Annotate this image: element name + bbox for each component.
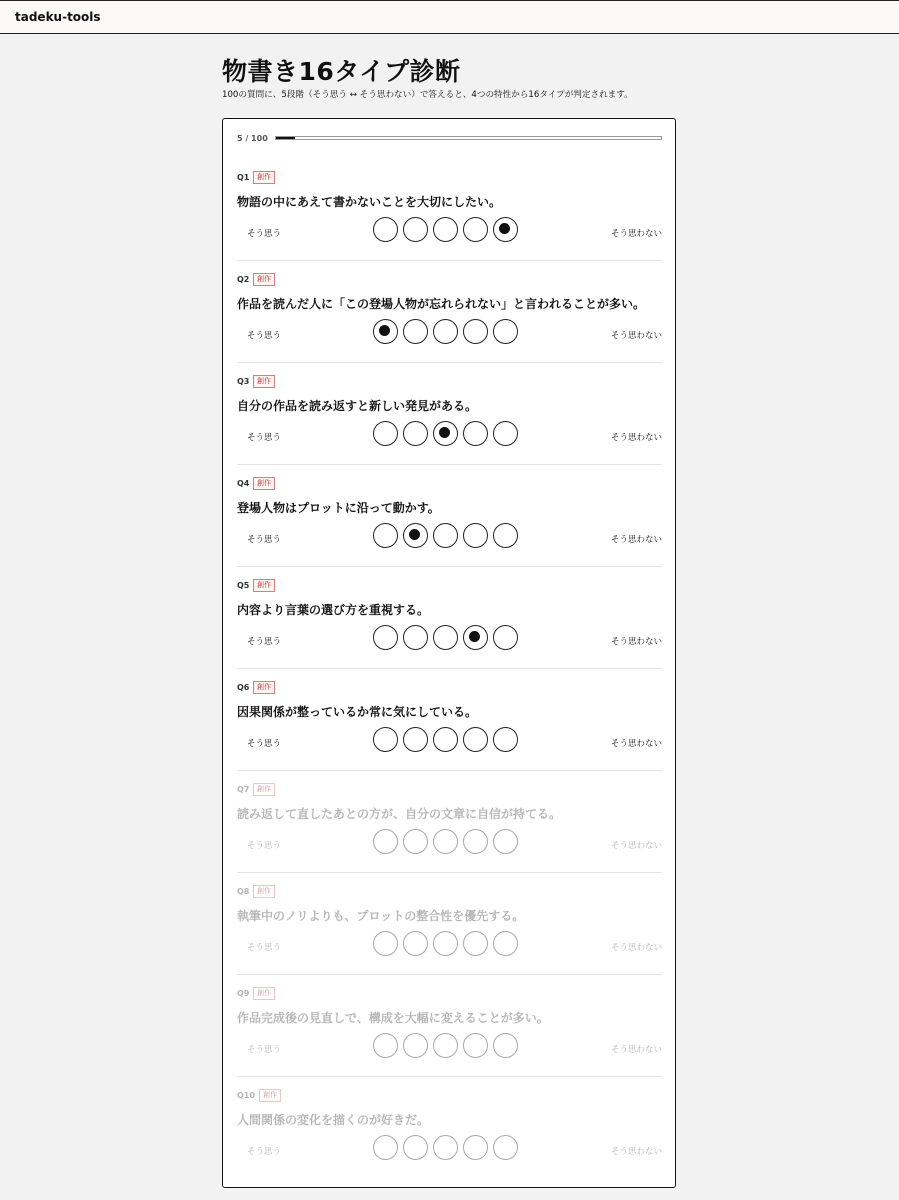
answer-radio-1[interactable] [373, 625, 398, 650]
top-bar [0, 0, 899, 34]
question-text: 自分の作品を読み返すと新しい発見がある。 [237, 399, 478, 413]
answer-options [373, 217, 519, 243]
category-badge: 創作 [259, 1089, 281, 1102]
category-badge: 創作 [253, 477, 275, 490]
answer-radio-3[interactable] [433, 1135, 458, 1160]
answer-radio-2[interactable] [403, 1135, 428, 1160]
question-10 [237, 1077, 662, 1179]
question-4 [237, 465, 662, 567]
scale-agree-label: そう思う [247, 331, 282, 341]
selected-dot [469, 631, 480, 642]
answer-radio-4[interactable] [463, 829, 488, 854]
category-badge: 創作 [253, 987, 275, 1000]
answer-options [373, 319, 519, 345]
scale-disagree-label: そう思わない [610, 535, 662, 545]
selected-dot [499, 223, 510, 234]
category-badge: 創作 [253, 885, 275, 898]
answer-radio-3[interactable] [433, 217, 458, 242]
question-number: Q9 [237, 989, 250, 998]
question-text: 内容より言葉の選び方を重視する。 [237, 603, 430, 617]
brand-logo[interactable]: tadeku-tools [15, 10, 101, 24]
question-number: Q3 [237, 377, 250, 386]
question-5 [237, 567, 662, 669]
answer-radio-4[interactable] [463, 1135, 488, 1160]
question-text: 物語の中にあえて書かないことを大切にしたい。 [237, 195, 502, 209]
scale-agree-label: そう思う [247, 739, 282, 749]
scale-disagree-label: そう思わない [610, 637, 662, 647]
answer-radio-4[interactable] [463, 217, 488, 242]
answer-radio-1[interactable] [373, 319, 398, 344]
answer-options [373, 829, 519, 855]
scale-agree-label: そう思う [247, 637, 282, 647]
scale-disagree-label: そう思わない [610, 433, 662, 443]
scale-disagree-label: そう思わない [610, 1045, 662, 1055]
answer-radio-5[interactable] [493, 523, 518, 548]
answer-options [373, 523, 519, 549]
answer-radio-5[interactable] [493, 1135, 518, 1160]
scale-disagree-label: そう思わない [610, 739, 662, 749]
answer-radio-3[interactable] [433, 523, 458, 548]
answer-radio-2[interactable] [403, 931, 428, 956]
answer-radio-1[interactable] [373, 1033, 398, 1058]
answer-radio-5[interactable] [493, 727, 518, 752]
answer-radio-2[interactable] [403, 421, 428, 446]
answer-radio-4[interactable] [463, 421, 488, 446]
answer-radio-2[interactable] [403, 217, 428, 242]
answer-radio-1[interactable] [373, 523, 398, 548]
question-number: Q7 [237, 785, 250, 794]
scale-agree-label: そう思う [247, 841, 282, 851]
answer-radio-5[interactable] [493, 421, 518, 446]
answer-radio-2[interactable] [403, 625, 428, 650]
question-7 [237, 771, 662, 873]
answer-radio-4[interactable] [463, 625, 488, 650]
question-text: 執筆中のノリよりも、プロットの整合性を優先する。 [237, 909, 525, 923]
scale-agree-label: そう思う [247, 535, 282, 545]
answer-radio-3[interactable] [433, 421, 458, 446]
category-badge: 創作 [253, 375, 275, 388]
question-3 [237, 363, 662, 465]
question-text: 人間関係の変化を描くのが好きだ。 [237, 1113, 430, 1127]
answer-radio-5[interactable] [493, 829, 518, 854]
answer-radio-2[interactable] [403, 1033, 428, 1058]
answer-radio-2[interactable] [403, 829, 428, 854]
progress-label: 5 / 100 [237, 134, 268, 143]
answer-radio-4[interactable] [463, 523, 488, 548]
category-badge: 創作 [253, 171, 275, 184]
scale-disagree-label: そう思わない [610, 943, 662, 953]
question-number: Q5 [237, 581, 250, 590]
question-text: 因果関係が整っているか常に気にしている。 [237, 705, 478, 719]
question-6 [237, 669, 662, 771]
question-number: Q10 [237, 1091, 255, 1100]
question-9 [237, 975, 662, 1077]
answer-radio-4[interactable] [463, 931, 488, 956]
question-text: 読み返して直したあとの方が、自分の文章に自信が持てる。 [237, 807, 562, 821]
category-badge: 創作 [253, 681, 275, 694]
answer-radio-1[interactable] [373, 727, 398, 752]
scale-disagree-label: そう思わない [610, 841, 662, 851]
answer-radio-5[interactable] [493, 931, 518, 956]
answer-radio-3[interactable] [433, 931, 458, 956]
scale-agree-label: そう思う [247, 229, 282, 239]
answer-radio-3[interactable] [433, 625, 458, 650]
scale-disagree-label: そう思わない [610, 1147, 662, 1157]
selected-dot [409, 529, 420, 540]
scale-agree-label: そう思う [247, 1147, 282, 1157]
answer-radio-2[interactable] [403, 319, 428, 344]
question-8 [237, 873, 662, 975]
answer-radio-3[interactable] [433, 1033, 458, 1058]
question-text: 登場人物はプロットに沿って動かす。 [237, 501, 440, 515]
answer-radio-1[interactable] [373, 421, 398, 446]
selected-dot [379, 325, 390, 336]
answer-radio-1[interactable] [373, 931, 398, 956]
scale-agree-label: そう思う [247, 1045, 282, 1055]
answer-radio-3[interactable] [433, 319, 458, 344]
answer-options [373, 421, 519, 447]
answer-options [373, 931, 519, 957]
answer-radio-4[interactable] [463, 319, 488, 344]
answer-radio-5[interactable] [493, 319, 518, 344]
selected-dot [439, 427, 450, 438]
question-number: Q1 [237, 173, 250, 182]
scale-disagree-label: そう思わない [610, 331, 662, 341]
answer-radio-4[interactable] [463, 1033, 488, 1058]
answer-radio-5[interactable] [493, 625, 518, 650]
page-description: 100の質問に、5段階（そう思う ↔ そう思わない）で答えると、4つの特性から16タイプが判定されます。 [222, 90, 633, 100]
answer-radio-1[interactable] [373, 829, 398, 854]
category-badge: 創作 [253, 579, 275, 592]
question-text: 作品を読んだ人に「この登場人物が忘れられない」と言われることが多い。 [237, 297, 646, 311]
answer-options [373, 727, 519, 753]
question-1 [237, 159, 662, 261]
question-number: Q8 [237, 887, 250, 896]
quiz-card [222, 118, 676, 1188]
answer-options [373, 625, 519, 651]
question-2 [237, 261, 662, 363]
category-badge: 創作 [253, 783, 275, 796]
question-number: Q2 [237, 275, 250, 284]
question-number: Q4 [237, 479, 250, 488]
scale-disagree-label: そう思わない [610, 229, 662, 239]
answer-radio-1[interactable] [373, 217, 398, 242]
answer-options [373, 1135, 519, 1161]
scale-agree-label: そう思う [247, 943, 282, 953]
answer-radio-5[interactable] [493, 1033, 518, 1058]
answer-radio-2[interactable] [403, 523, 428, 548]
question-text: 作品完成後の見直しで、構成を大幅に変えることが多い。 [237, 1011, 549, 1025]
answer-radio-3[interactable] [433, 727, 458, 752]
answer-radio-1[interactable] [373, 1135, 398, 1160]
answer-radio-4[interactable] [463, 727, 488, 752]
answer-options [373, 1033, 519, 1059]
progress-fill [276, 137, 295, 139]
question-number: Q6 [237, 683, 250, 692]
category-badge: 創作 [253, 273, 275, 286]
progress-bar [275, 136, 662, 140]
answer-radio-2[interactable] [403, 727, 428, 752]
scale-agree-label: そう思う [247, 433, 282, 443]
answer-radio-5[interactable] [493, 217, 518, 242]
answer-radio-3[interactable] [433, 829, 458, 854]
page-title: 物書き16タイプ診断 [222, 57, 461, 86]
